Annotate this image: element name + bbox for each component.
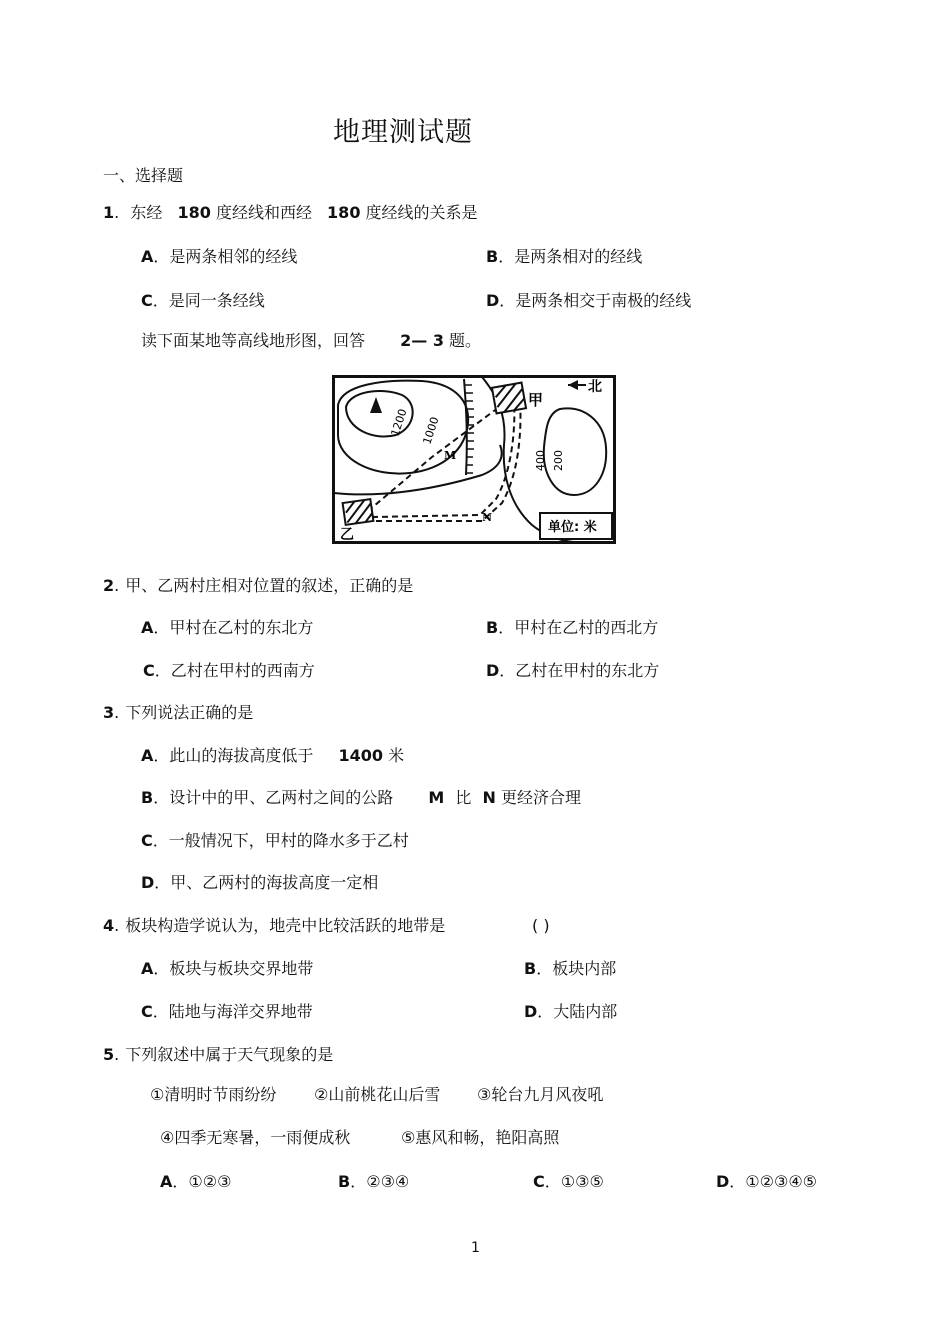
question-2-stem: 2. 甲、乙两村庄相对位置的叙述，正确的是 <box>103 576 414 595</box>
q2-option-c[interactable]: C．乙村在甲村的西南方 <box>143 661 315 680</box>
village-jia-icon <box>492 383 526 414</box>
q3-option-c[interactable]: C．一般情况下，甲村的降水多于乙村 <box>141 831 409 850</box>
q5-item-4: ④四季无寒暑，一雨便成秋 <box>160 1128 351 1147</box>
q3-option-a[interactable]: A．此山的海拔高度低于 1400 米 <box>141 746 405 765</box>
q4-answer-blank[interactable]: ( ) <box>532 916 550 935</box>
section-heading: 一、选择题 <box>103 166 184 185</box>
question-3-stem: 3. 下列说法正确的是 <box>103 703 254 722</box>
q5-item-1: ①清明时节雨纷纷 <box>150 1085 277 1104</box>
q4-option-d[interactable]: D．大陆内部 <box>524 1002 618 1021</box>
question-number: 1 <box>103 203 115 222</box>
q2-option-d[interactable]: D．乙村在甲村的东北方 <box>486 661 660 680</box>
q1-option-b[interactable]: B．是两条相对的经线 <box>486 247 643 266</box>
point-n-label: N <box>482 511 493 524</box>
contour-label-200: 200 <box>552 450 565 471</box>
page-title: 地理测试题 <box>333 117 473 148</box>
q4-option-c[interactable]: C．陆地与海洋交界地带 <box>141 1002 313 1021</box>
q4-option-a[interactable]: A．板块与板块交界地带 <box>141 959 314 978</box>
unit-label: 单位: 米 <box>548 520 597 535</box>
q1-option-a[interactable]: A．是两条相邻的经线 <box>141 247 298 266</box>
q3-option-d[interactable]: D．甲、乙两村的海拔高度一定相 <box>141 873 379 892</box>
q5-option-d[interactable]: D．①②③④⑤ <box>716 1172 818 1191</box>
q5-option-c[interactable]: C．①③⑤ <box>533 1172 604 1191</box>
q5-item-5: ⑤惠风和畅，艳阳高照 <box>401 1128 560 1147</box>
north-label: 北 <box>588 379 602 395</box>
contour-label-400: 400 <box>534 450 547 471</box>
village-yi-icon <box>343 499 374 525</box>
q3-option-b[interactable]: B．设计中的甲、乙两村之间的公路 M 比 N 更经济合理 <box>141 788 581 807</box>
map-intro: 读下面某地等高线地形图，回答 2— 3 题。 <box>141 331 482 350</box>
page-number: 1 <box>471 1240 480 1256</box>
q4-option-b[interactable]: B．板块内部 <box>524 959 617 978</box>
q5-option-a[interactable]: A．①②③ <box>160 1172 232 1191</box>
q1-option-c[interactable]: C．是同一条经线 <box>141 291 265 310</box>
contour-map <box>332 375 616 544</box>
village-yi-label: 乙 <box>340 527 354 543</box>
contour-label-1200: 1200 <box>388 407 410 438</box>
contour-label-1000: 1000 <box>420 415 442 446</box>
q5-item-3: ③轮台九月风夜吼 <box>477 1085 604 1104</box>
q2-option-b[interactable]: B．甲村在乙村的西北方 <box>486 618 659 637</box>
question-1-stem: 1. 东经 180 度经线和西经 180 度经线的关系是 <box>103 203 478 222</box>
village-jia-label: 甲 <box>528 391 544 409</box>
q2-option-a[interactable]: A．甲村在乙村的东北方 <box>141 618 314 637</box>
q5-option-b[interactable]: B．②③④ <box>338 1172 410 1191</box>
q5-item-2: ②山前桃花山后雪 <box>314 1085 441 1104</box>
q1-option-d[interactable]: D．是两条相交于南极的经线 <box>486 291 692 310</box>
question-5-stem: 5. 下列叙述中属于天气现象的是 <box>103 1045 334 1064</box>
point-m-label: M <box>444 449 457 462</box>
question-4-stem: 4. 板块构造学说认为，地壳中比较活跃的地带是 <box>103 916 446 935</box>
